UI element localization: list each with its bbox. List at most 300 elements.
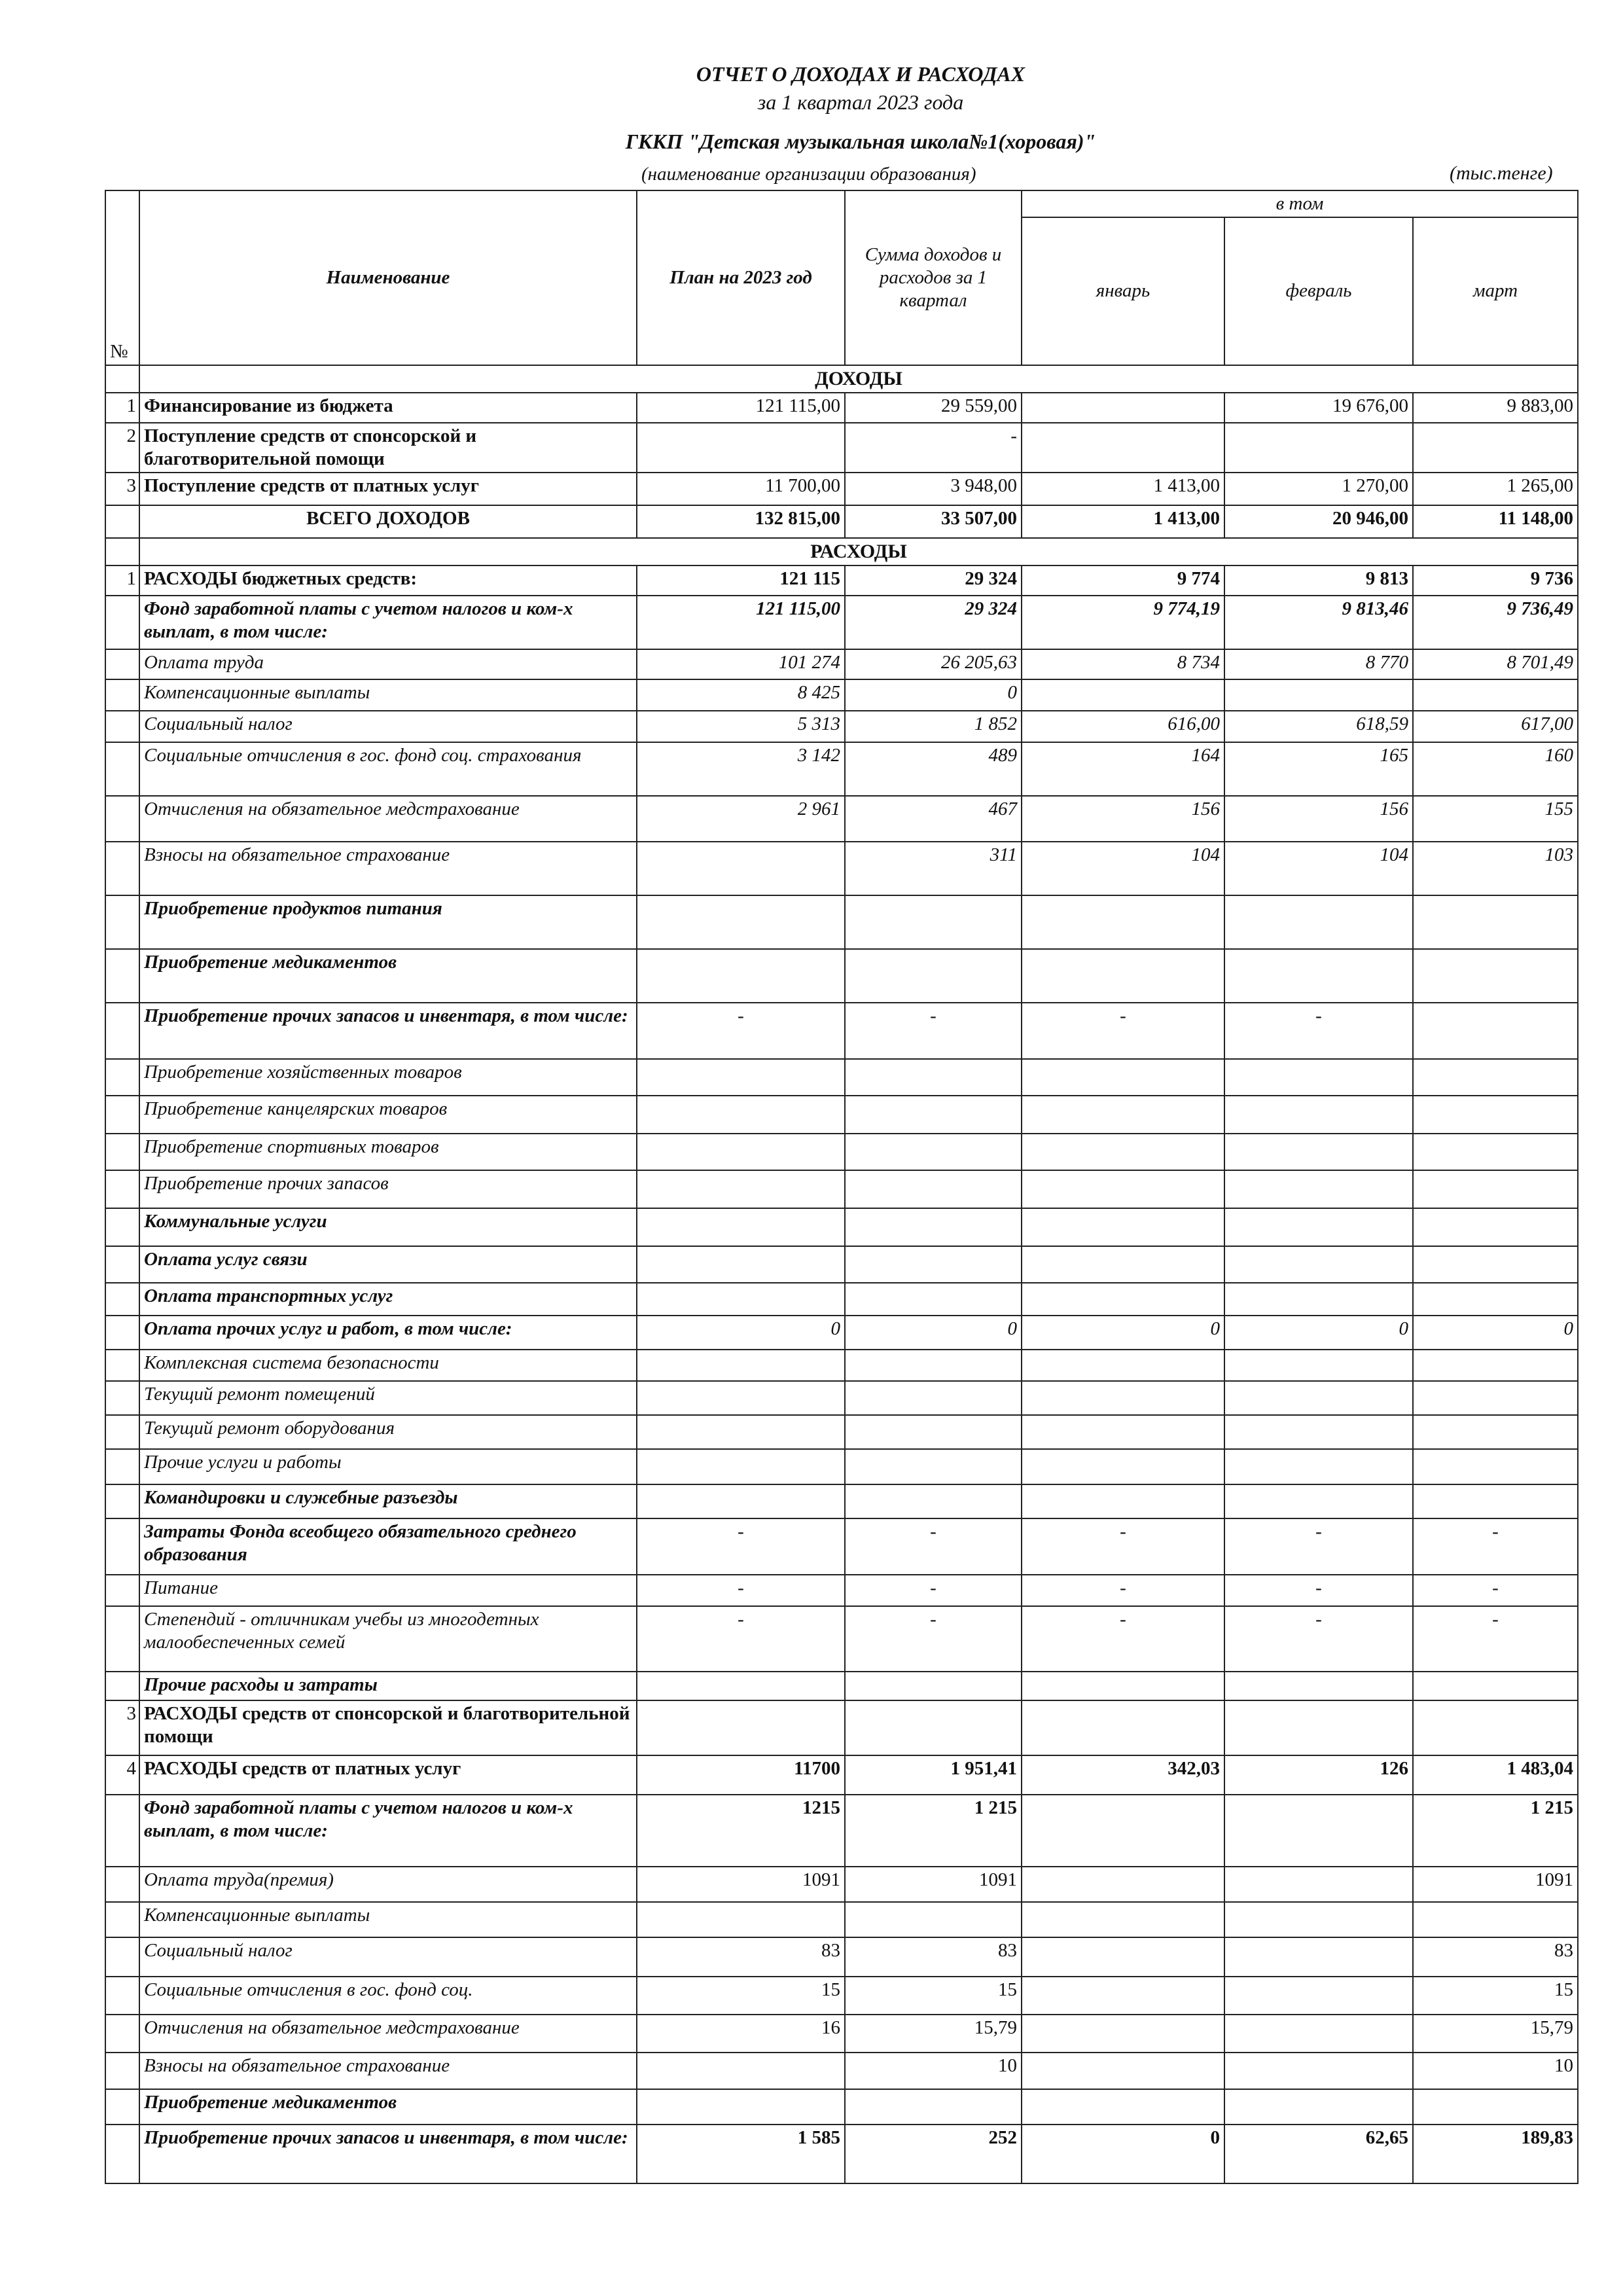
row-february-value — [1224, 949, 1413, 1003]
table-row — [105, 1700, 1578, 1755]
report-period: за 1 квартал 2023 года — [757, 90, 964, 114]
row-name: Приобретение канцелярских товаров — [139, 1096, 637, 1134]
table-row — [105, 1902, 1578, 1937]
row-number — [105, 1484, 139, 1518]
row-quarter-sum-value — [845, 1449, 1022, 1484]
row-quarter-sum-value — [845, 1484, 1022, 1518]
report-body — [105, 365, 1578, 2183]
row-number: 1 — [105, 393, 139, 423]
table-row — [105, 1134, 1578, 1170]
row-name: Оплата услуг связи — [139, 1246, 637, 1283]
row-plan-value — [637, 1484, 845, 1518]
row-february-value — [1224, 2089, 1413, 2125]
row-name: Комплексная система безопасности — [139, 1350, 637, 1381]
row-plan-value — [637, 1902, 845, 1937]
row-january-value — [1022, 679, 1224, 711]
row-january-value — [1022, 1170, 1224, 1208]
row-plan-value — [637, 1059, 845, 1096]
row-name: Коммунальные услуги — [139, 1208, 637, 1246]
row-march-value: 0 — [1413, 1316, 1578, 1350]
income-section — [105, 365, 1578, 393]
row-quarter-sum-value: - — [845, 423, 1022, 473]
row-plan-value: 1215 — [637, 1795, 845, 1867]
row-february-value — [1224, 1977, 1413, 2015]
table-row — [105, 1208, 1578, 1246]
row-march-value: 160 — [1413, 742, 1578, 796]
row-name: Финансирование из бюджета — [139, 393, 637, 423]
row-name: Приобретение спортивных товаров — [139, 1134, 637, 1170]
table-row — [105, 473, 1578, 505]
row-february-value — [1224, 1902, 1413, 1937]
row-name: Отчисления на обязательное медстрахование — [139, 2015, 637, 2053]
row-march-value — [1413, 895, 1578, 949]
row-march-value — [1413, 1170, 1578, 1208]
month-group-header: в том — [1022, 190, 1578, 217]
row-plan-value — [637, 895, 845, 949]
row-quarter-sum-value: - — [845, 1606, 1022, 1672]
row-plan-value — [637, 1134, 845, 1170]
row-february-value — [1224, 1672, 1413, 1700]
organization-name: ГККП "Детская музыкальная школа№1(хоровая)" — [625, 130, 1096, 153]
row-name: Приобретение прочих запасов — [139, 1170, 637, 1208]
col-name-header: Наименование — [139, 190, 637, 365]
row-january-value — [1022, 1059, 1224, 1096]
row-number: 3 — [105, 473, 139, 505]
table-row — [105, 1003, 1578, 1059]
row-plan-value: 83 — [637, 1937, 845, 1977]
table-row — [105, 1170, 1578, 1208]
row-march-value: 189,83 — [1413, 2125, 1578, 2183]
row-name: Оплата труда — [139, 649, 637, 679]
table-row — [105, 1672, 1578, 1700]
row-name: Компенсационные выплаты — [139, 1902, 637, 1937]
row-name: Командировки и служебные разъезды — [139, 1484, 637, 1518]
col-month-3: март — [1413, 217, 1578, 365]
total-m1-value: 1 413,00 — [1022, 505, 1224, 538]
row-name: Социальный налог — [139, 1937, 637, 1977]
table-row — [105, 1316, 1578, 1350]
row-march-value: 155 — [1413, 796, 1578, 842]
table-row — [105, 895, 1578, 949]
row-january-value — [1022, 895, 1224, 949]
row-quarter-sum-value: 29 324 — [845, 565, 1022, 596]
row-quarter-sum-value: 29 324 — [845, 596, 1022, 649]
table-row — [105, 1606, 1578, 1672]
row-quarter-sum-value — [845, 1672, 1022, 1700]
row-january-value: 0 — [1022, 2125, 1224, 2183]
row-quarter-sum-value: 1 951,41 — [845, 1755, 1022, 1795]
table-row — [105, 423, 1578, 473]
row-february-value — [1224, 1059, 1413, 1096]
col-month-1: январь — [1022, 217, 1224, 365]
row-quarter-sum-value — [845, 1700, 1022, 1755]
row-number — [105, 2015, 139, 2053]
row-plan-value — [637, 1170, 845, 1208]
row-number — [105, 1977, 139, 2015]
row-plan-value: 121 115 — [637, 565, 845, 596]
row-name: РАСХОДЫ бюджетных средств: — [139, 565, 637, 596]
row-february-value — [1224, 423, 1413, 473]
row-number — [105, 842, 139, 895]
row-quarter-sum-value: - — [845, 1575, 1022, 1606]
row-march-value — [1413, 423, 1578, 473]
row-plan-value — [637, 1672, 845, 1700]
row-name: Приобретение прочих запасов и инвентаря, в том числе: — [139, 2125, 637, 2183]
row-march-value: - — [1413, 1575, 1578, 1606]
total-m2-value: 20 946,00 — [1224, 505, 1413, 538]
table-row — [105, 2089, 1578, 2125]
row-february-value: 0 — [1224, 1316, 1413, 1350]
row-quarter-sum-value: 311 — [845, 842, 1022, 895]
row-name: Приобретение медикаментов — [139, 949, 637, 1003]
row-march-value — [1413, 1003, 1578, 1059]
table-row — [105, 1867, 1578, 1902]
row-march-value — [1413, 949, 1578, 1003]
row-quarter-sum-value — [845, 949, 1022, 1003]
row-march-value: 103 — [1413, 842, 1578, 895]
row-name: Текущий ремонт оборудования — [139, 1415, 637, 1449]
row-march-value — [1413, 1283, 1578, 1316]
row-february-value: 8 770 — [1224, 649, 1413, 679]
total-label: ВСЕГО ДОХОДОВ — [139, 505, 637, 538]
row-january-value: 9 774 — [1022, 565, 1224, 596]
row-march-value: 9 883,00 — [1413, 393, 1578, 423]
row-name: Затраты Фонда всеобщего обязательного среднего образования — [139, 1518, 637, 1575]
row-february-value — [1224, 1170, 1413, 1208]
row-january-value — [1022, 1246, 1224, 1283]
row-march-value: 10 — [1413, 2053, 1578, 2089]
row-march-value: 8 701,49 — [1413, 649, 1578, 679]
row-january-value: 1 413,00 — [1022, 473, 1224, 505]
row-number — [105, 1096, 139, 1134]
row-quarter-sum-value: 15 — [845, 1977, 1022, 2015]
row-quarter-sum-value: 29 559,00 — [845, 393, 1022, 423]
table-row — [105, 1484, 1578, 1518]
row-quarter-sum-value: 0 — [845, 679, 1022, 711]
row-january-value — [1022, 1700, 1224, 1755]
row-february-value: 104 — [1224, 842, 1413, 895]
row-march-value — [1413, 2089, 1578, 2125]
row-number — [105, 711, 139, 742]
row-quarter-sum-value: 3 948,00 — [845, 473, 1022, 505]
row-plan-value: 11700 — [637, 1755, 845, 1795]
row-quarter-sum-value: 467 — [845, 796, 1022, 842]
row-plan-value: 0 — [637, 1316, 845, 1350]
row-name: Социальные отчисления в гос. фонд соц. страхования — [139, 742, 637, 796]
row-february-value: - — [1224, 1518, 1413, 1575]
row-january-value: 156 — [1022, 796, 1224, 842]
row-january-value — [1022, 1096, 1224, 1134]
col-sum-header: Сумма доходов и расходов за 1 квартал — [845, 190, 1022, 365]
row-plan-value: - — [637, 1606, 845, 1672]
row-january-value: 8 734 — [1022, 649, 1224, 679]
row-march-value: 83 — [1413, 1937, 1578, 1977]
row-quarter-sum-value: 15,79 — [845, 2015, 1022, 2053]
table-row — [105, 1096, 1578, 1134]
table-row — [105, 596, 1578, 649]
row-quarter-sum-value — [845, 1134, 1022, 1170]
expenses-section — [105, 538, 1578, 565]
row-plan-value: 1 585 — [637, 2125, 845, 2183]
row-plan-value — [637, 1208, 845, 1246]
row-number — [105, 1672, 139, 1700]
table-row — [105, 711, 1578, 742]
income-expense-table — [105, 190, 1578, 2184]
row-plan-value — [637, 949, 845, 1003]
row-number — [105, 949, 139, 1003]
table-row — [105, 1575, 1578, 1606]
table-row — [105, 1381, 1578, 1415]
row-name: Взносы на обязательное страхование — [139, 842, 637, 895]
row-january-value: 342,03 — [1022, 1755, 1224, 1795]
section-num-cell — [105, 365, 139, 393]
row-number: 1 — [105, 565, 139, 596]
row-february-value — [1224, 1283, 1413, 1316]
table-row — [105, 796, 1578, 842]
row-number: 3 — [105, 1700, 139, 1755]
row-quarter-sum-value — [845, 1246, 1022, 1283]
row-number: 2 — [105, 423, 139, 473]
row-march-value — [1413, 1449, 1578, 1484]
row-name: Поступление средств от платных услуг — [139, 473, 637, 505]
row-name: Прочие услуги и работы — [139, 1449, 637, 1484]
row-quarter-sum-value — [845, 2089, 1022, 2125]
row-march-value: - — [1413, 1606, 1578, 1672]
table-row — [105, 565, 1578, 596]
row-plan-value — [637, 1449, 845, 1484]
row-plan-value: - — [637, 1518, 845, 1575]
row-number — [105, 1575, 139, 1606]
row-february-value — [1224, 1246, 1413, 1283]
row-plan-value: 121 115,00 — [637, 596, 845, 649]
table-row — [105, 842, 1578, 895]
row-plan-value: - — [637, 1575, 845, 1606]
row-january-value: - — [1022, 1518, 1224, 1575]
row-number — [105, 505, 139, 538]
table-row — [105, 1518, 1578, 1575]
row-quarter-sum-value — [845, 1381, 1022, 1415]
row-name: Приобретение прочих запасов и инвентаря, в том числе: — [139, 1003, 637, 1059]
table-row — [105, 2125, 1578, 2183]
row-name: Компенсационные выплаты — [139, 679, 637, 711]
row-january-value: 616,00 — [1022, 711, 1224, 742]
row-quarter-sum-value: 1 215 — [845, 1795, 1022, 1867]
row-march-value — [1413, 679, 1578, 711]
row-plan-value: 16 — [637, 2015, 845, 2053]
row-number: 4 — [105, 1755, 139, 1795]
row-plan-value — [637, 1700, 845, 1755]
row-february-value — [1224, 1096, 1413, 1134]
table-row — [105, 949, 1578, 1003]
row-march-value: - — [1413, 1518, 1578, 1575]
row-plan-value — [637, 842, 845, 895]
row-march-value — [1413, 1381, 1578, 1415]
income-total-row — [105, 505, 1578, 538]
row-march-value — [1413, 1059, 1578, 1096]
total-m3-value: 11 148,00 — [1413, 505, 1578, 538]
row-january-value — [1022, 1381, 1224, 1415]
table-row — [105, 1350, 1578, 1381]
row-number — [105, 1134, 139, 1170]
row-number — [105, 596, 139, 649]
row-february-value — [1224, 1381, 1413, 1415]
row-number — [105, 1381, 139, 1415]
row-january-value — [1022, 1208, 1224, 1246]
row-plan-value: 15 — [637, 1977, 845, 2015]
row-number — [105, 1350, 139, 1381]
row-plan-value: 121 115,00 — [637, 393, 845, 423]
row-january-value — [1022, 1449, 1224, 1484]
table-row — [105, 1449, 1578, 1484]
table-row — [105, 1755, 1578, 1795]
row-quarter-sum-value: 489 — [845, 742, 1022, 796]
row-quarter-sum-value: 10 — [845, 2053, 1022, 2089]
row-name: Степендий - отличникам учебы из многодетных малообеспеченных семей — [139, 1606, 637, 1672]
row-quarter-sum-value — [845, 1350, 1022, 1381]
row-january-value — [1022, 1937, 1224, 1977]
row-march-value: 1 265,00 — [1413, 473, 1578, 505]
row-number — [105, 895, 139, 949]
row-february-value: 9 813,46 — [1224, 596, 1413, 649]
row-march-value: 9 736,49 — [1413, 596, 1578, 649]
row-february-value — [1224, 1134, 1413, 1170]
row-plan-value: 3 142 — [637, 742, 845, 796]
row-march-value: 15,79 — [1413, 2015, 1578, 2053]
row-name: Социальные отчисления в гос. фонд соц. — [139, 1977, 637, 2015]
row-name: Фонд заработной платы с учетом налогов и ком-х выплат, в том числе: — [139, 596, 637, 649]
row-january-value — [1022, 1795, 1224, 1867]
row-quarter-sum-value: 83 — [845, 1937, 1022, 1977]
row-name: Приобретение медикаментов — [139, 2089, 637, 2125]
row-march-value — [1413, 1208, 1578, 1246]
row-name: Прочие расходы и затраты — [139, 1672, 637, 1700]
row-january-value: 164 — [1022, 742, 1224, 796]
row-march-value — [1413, 1672, 1578, 1700]
row-february-value: 9 813 — [1224, 565, 1413, 596]
table-row — [105, 742, 1578, 796]
row-march-value: 9 736 — [1413, 565, 1578, 596]
row-name: Оплата труда(премия) — [139, 1867, 637, 1902]
col-month-2: февраль — [1224, 217, 1413, 365]
row-number — [105, 649, 139, 679]
row-february-value — [1224, 1208, 1413, 1246]
row-february-value — [1224, 679, 1413, 711]
row-january-value — [1022, 2089, 1224, 2125]
row-february-value — [1224, 1415, 1413, 1449]
row-quarter-sum-value: - — [845, 1003, 1022, 1059]
table-row — [105, 649, 1578, 679]
row-march-value — [1413, 1700, 1578, 1755]
row-number — [105, 1867, 139, 1902]
row-quarter-sum-value — [845, 1059, 1022, 1096]
row-january-value — [1022, 1867, 1224, 1902]
row-january-value — [1022, 393, 1224, 423]
row-number — [105, 2053, 139, 2089]
table-row — [105, 1937, 1578, 1977]
row-quarter-sum-value: - — [845, 1518, 1022, 1575]
row-march-value: 15 — [1413, 1977, 1578, 2015]
table-row — [105, 1246, 1578, 1283]
row-february-value: - — [1224, 1575, 1413, 1606]
row-name: Фонд заработной платы с учетом налогов и ком-х выплат, в том числе: — [139, 1795, 637, 1867]
row-quarter-sum-value — [845, 895, 1022, 949]
row-march-value — [1413, 1246, 1578, 1283]
row-number — [105, 1518, 139, 1575]
row-number — [105, 1415, 139, 1449]
row-number — [105, 742, 139, 796]
row-january-value — [1022, 1134, 1224, 1170]
table-row — [105, 393, 1578, 423]
row-quarter-sum-value — [845, 1415, 1022, 1449]
row-plan-value — [637, 423, 845, 473]
row-february-value — [1224, 1484, 1413, 1518]
organization-caption: (наименование организации образования) — [641, 164, 976, 185]
row-plan-value: 11 700,00 — [637, 473, 845, 505]
row-march-value: 1 215 — [1413, 1795, 1578, 1867]
row-february-value: 165 — [1224, 742, 1413, 796]
row-quarter-sum-value — [845, 1208, 1022, 1246]
table-row — [105, 679, 1578, 711]
row-name: Приобретение продуктов питания — [139, 895, 637, 949]
row-january-value — [1022, 2015, 1224, 2053]
table-row — [105, 1415, 1578, 1449]
row-name: Питание — [139, 1575, 637, 1606]
row-january-value — [1022, 1350, 1224, 1381]
row-name: Оплата прочих услуг и работ, в том числе: — [139, 1316, 637, 1350]
row-january-value — [1022, 1672, 1224, 1700]
row-january-value — [1022, 1484, 1224, 1518]
row-number — [105, 1606, 139, 1672]
row-name: Поступление средств от спонсорской и благотворительной помощи — [139, 423, 637, 473]
row-number — [105, 1170, 139, 1208]
row-february-value — [1224, 895, 1413, 949]
row-quarter-sum-value: 26 205,63 — [845, 649, 1022, 679]
row-name: Текущий ремонт помещений — [139, 1381, 637, 1415]
row-january-value: 0 — [1022, 1316, 1224, 1350]
row-number — [105, 1902, 139, 1937]
total-sum-value: 33 507,00 — [845, 505, 1022, 538]
table-row — [105, 1059, 1578, 1096]
row-february-value: - — [1224, 1003, 1413, 1059]
row-number — [105, 1449, 139, 1484]
row-number — [105, 679, 139, 711]
row-february-value: - — [1224, 1606, 1413, 1672]
row-january-value: 104 — [1022, 842, 1224, 895]
row-february-value: 62,65 — [1224, 2125, 1413, 2183]
row-quarter-sum-value — [845, 1902, 1022, 1937]
row-plan-value — [637, 1415, 845, 1449]
row-february-value — [1224, 1795, 1413, 1867]
row-name: Отчисления на обязательное медстрахование — [139, 796, 637, 842]
col-plan-header: План на 2023 год — [637, 190, 845, 365]
row-plan-value: 2 961 — [637, 796, 845, 842]
row-january-value: - — [1022, 1606, 1224, 1672]
row-january-value — [1022, 1415, 1224, 1449]
row-name: РАСХОДЫ средств от спонсорской и благотворительной помощи — [139, 1700, 637, 1755]
row-february-value — [1224, 1449, 1413, 1484]
row-march-value: 617,00 — [1413, 711, 1578, 742]
row-february-value: 126 — [1224, 1755, 1413, 1795]
row-plan-value: - — [637, 1003, 845, 1059]
row-march-value — [1413, 1134, 1578, 1170]
row-january-value: 9 774,19 — [1022, 596, 1224, 649]
row-february-value: 1 270,00 — [1224, 473, 1413, 505]
total-plan-value: 132 815,00 — [637, 505, 845, 538]
row-quarter-sum-value: 252 — [845, 2125, 1022, 2183]
row-january-value — [1022, 1283, 1224, 1316]
report-title: ОТЧЕТ О ДОХОДАХ И РАСХОДАХ — [696, 62, 1026, 86]
row-january-value: - — [1022, 1003, 1224, 1059]
